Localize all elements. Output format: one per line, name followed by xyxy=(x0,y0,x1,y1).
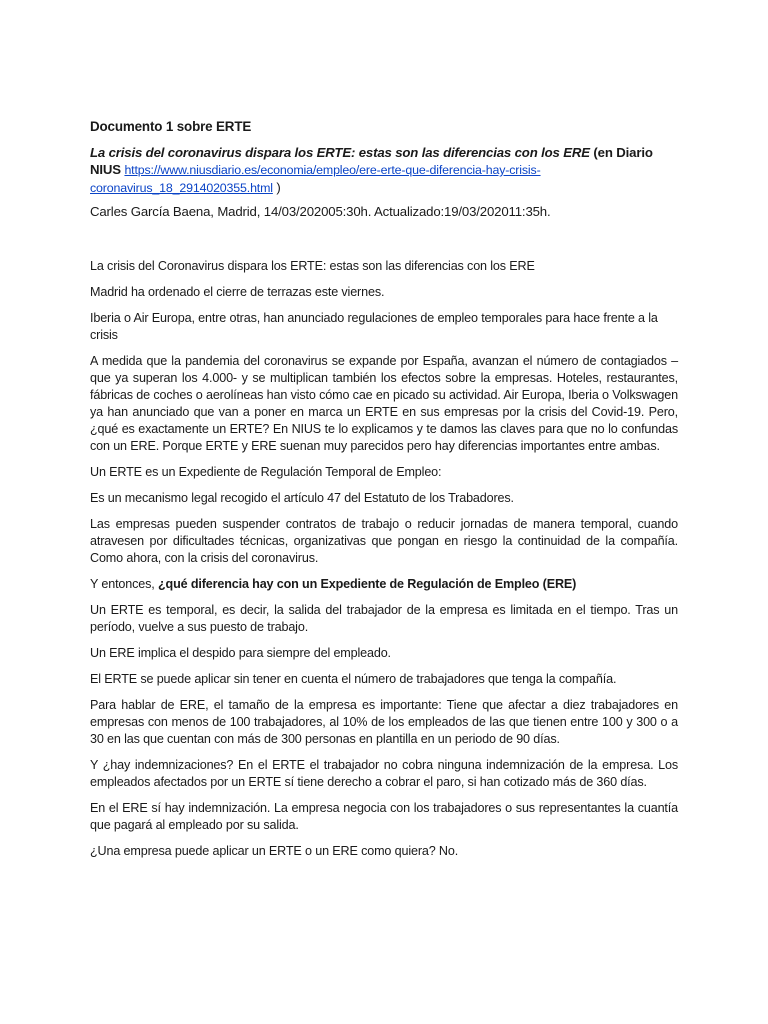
paragraph: A medida que la pandemia del coronavirus se expande por España, avanzan el número de contagiados – que ya superan los 4.000- y se multiplican también los efectos sobre la empresas. Hoteles, restaurantes, fábricas de coches o aerolíneas han visto cómo cae en picado su actividad. Air Europa, Iberia o Volkswagen ya han anunciado que van a poner en marca un ERTE en sus empresas por la crisis del Covid-19. Pero, ¿qué es exactamente un ERTE? En NIUS te lo explicamos y te damos las claves para que no lo confundas con un ERE. Porque ERTE y ERE suenan muy parecidos pero hay diferencias importantes entre ambas. xyxy=(90,354,678,453)
source-link[interactable]: https://www.niusdiario.es/economia/empleo/ere-erte-que-diferencia-hay-crisis-coronavirus_18_2914020355.html xyxy=(90,163,541,195)
headline-close: ) xyxy=(272,180,281,195)
paragraph: Y ¿hay indemnizaciones? En el ERTE el trabajador no cobra ninguna indemnización de la empresa. Los empleados afectados por un ERTE sí tiene derecho a cobrar el paro, si han cotizado más de 360 días. xyxy=(90,758,678,789)
headline-open: (en xyxy=(589,145,613,160)
paragraph: ¿Una empresa puede aplicar un ERTE o un ERE como quiera? No. xyxy=(90,844,459,858)
paragraph: Madrid ha ordenado el cierre de terrazas este viernes. xyxy=(90,285,385,299)
byline: Carles García Baena, Madrid, 14/03/202005:30h. Actualizado:19/03/202011:35h. xyxy=(90,204,551,219)
paragraph: En el ERE sí hay indemnización. La empresa negocia con los trabajadores o sus representantes la cuantía que pagará al empleado por su salida. xyxy=(90,801,678,832)
document-page xyxy=(90,118,678,869)
paragraph: La crisis del Coronavirus dispara los ERTE: estas son las diferencias con los ERE xyxy=(90,259,535,273)
paragraph: Un ERTE es un Expediente de Regulación Temporal de Empleo: xyxy=(90,465,442,479)
paragraph: Un ERE implica el despido para siempre del empleado. xyxy=(90,646,391,660)
question-prefix: Y entonces, xyxy=(90,577,158,591)
paragraph-question xyxy=(90,576,678,593)
paragraph: Las empresas pueden suspender contratos de trabajo o reducir jornadas de manera temporal, cuando atravesen por dificultades técnicas, organizativas que pongan en riesgo la continuidad de la compañía. Como ahora, con la crisis del coronavirus. xyxy=(90,517,678,565)
paragraph: El ERTE se puede aplicar sin tener en cuenta el número de trabajadores que tenga la compañía. xyxy=(90,672,617,686)
paragraph: Para hablar de ERE, el tamaño de la empresa es importante: Tiene que afectar a diez trabajadores en empresas con menos de 100 trabajadores, al 10% de los empleados de las que tienen entre 100 y 300 o a 30 en las que cuentan con más de 300 personas en plantilla en un periodo de 90 días. xyxy=(90,698,678,746)
paragraph: Iberia o Air Europa, entre otras, han anunciado regulaciones de empleo temporales para hace frente a la crisis xyxy=(90,311,658,342)
question-bold: ¿qué diferencia hay con un Expediente de Regulación de Empleo (ERE) xyxy=(157,577,577,591)
spacer xyxy=(90,226,678,258)
headline-title: La crisis del coronavirus dispara los ERTE: estas son las diferencias con los ERE xyxy=(90,145,590,160)
headline xyxy=(90,144,678,220)
document-title: Documento 1 sobre ERTE xyxy=(90,119,252,134)
paragraph: Es un mecanismo legal recogido el artículo 47 del Estatuto de los Trabadores. xyxy=(90,491,514,505)
headline-source: Diario NIUS xyxy=(90,145,653,177)
paragraph: Un ERTE es temporal, es decir, la salida del trabajador de la empresa es limitada en el tiempo. Tras un período, vuelve a sus puesto de trabajo. xyxy=(90,603,678,634)
